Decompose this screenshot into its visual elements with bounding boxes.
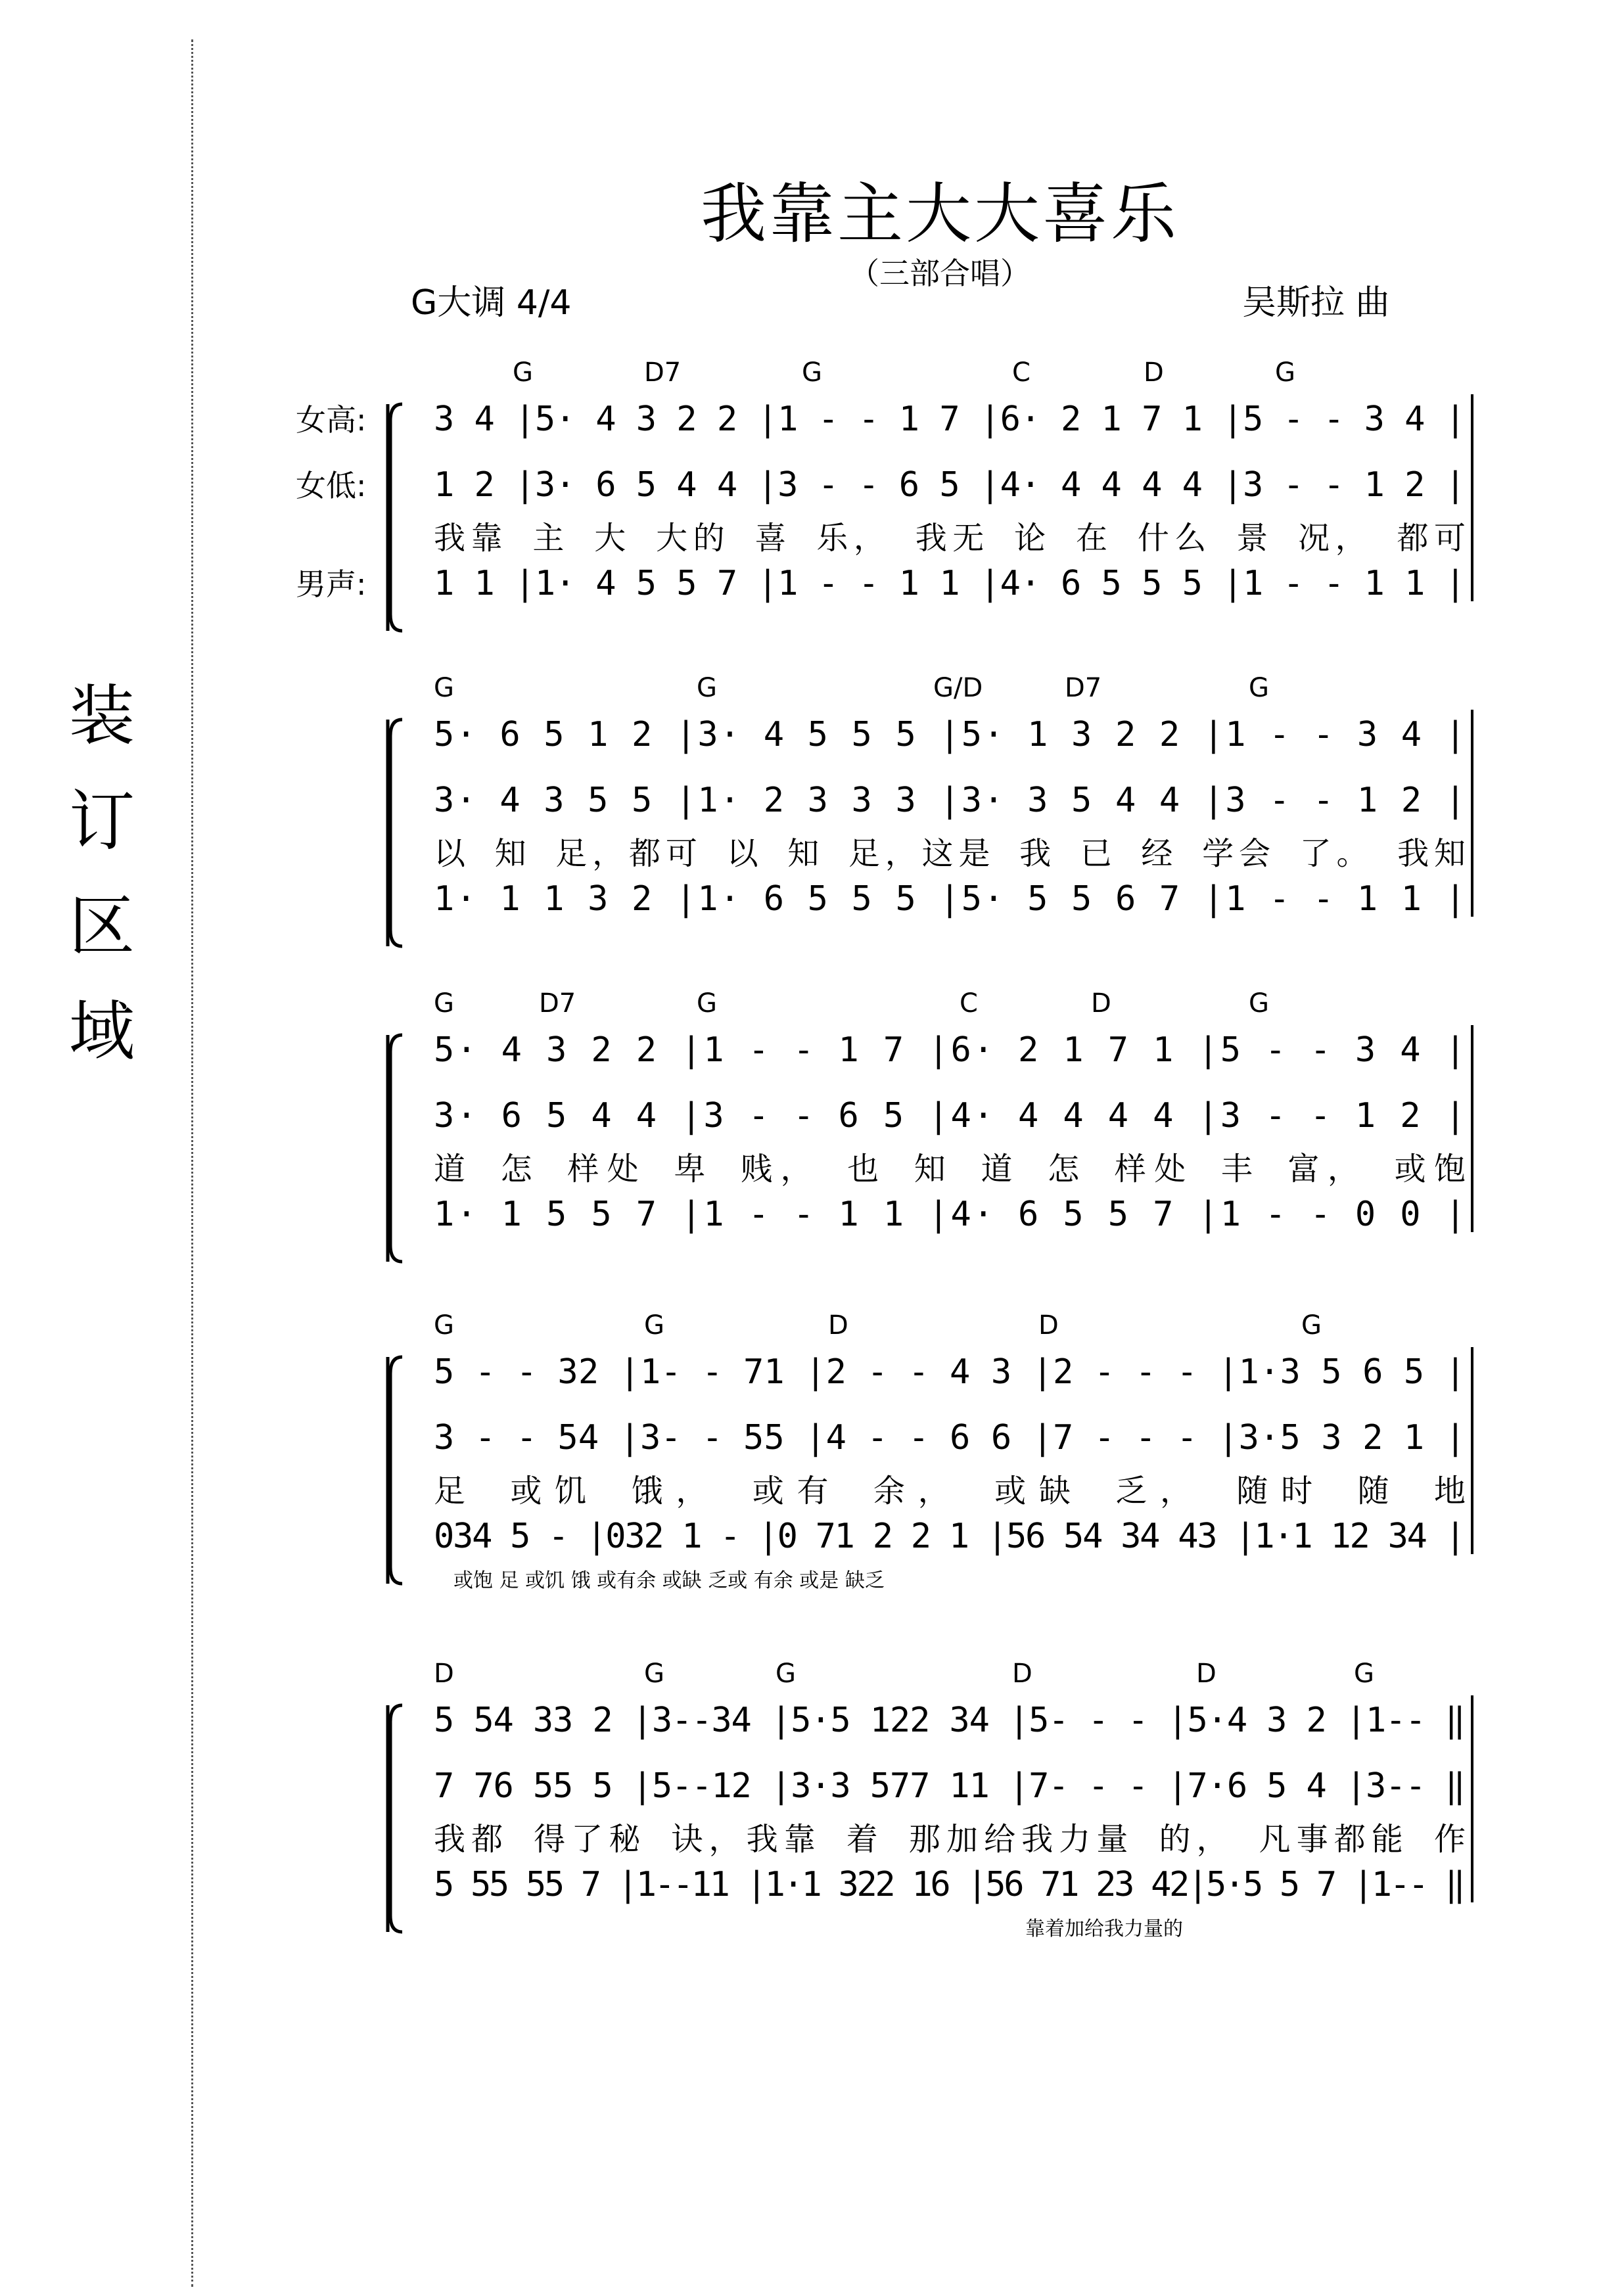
binding-char: 区: [69, 888, 135, 965]
lyrics-line: 道 怎 样处 卑 贱， 也 知 道 怎 样处 丰 富， 或饱: [434, 1151, 1466, 1187]
alto-notation: 1 2 |3· 6 5 4 4 |3 - - 6 5 |4· 4 4 4 4 |3 - - 1 2 |: [434, 465, 1466, 505]
alto-notation: 3· 4 3 5 5 |1· 2 3 3 3 |3· 3 5 4 4 |3 - - 1 2 |: [434, 781, 1466, 820]
chord-symbol: G: [644, 1659, 664, 1689]
chord-symbol: D: [1196, 1659, 1216, 1689]
male-notation: 5 55 55 7 |1--11 |1·1 322 16 |56 71 23 42|5·5 5 7 |1-- ‖: [434, 1865, 1466, 1904]
lyrics-line: 我靠 主 大 大的 喜 乐， 我无 论 在 什么 景 况， 都可: [434, 520, 1466, 557]
voice-label: 男声:: [296, 566, 367, 602]
chord-symbol: D: [1144, 357, 1164, 388]
system-brace: [388, 720, 402, 946]
chord-symbol: C: [960, 988, 978, 1019]
chord-symbol: G: [434, 988, 454, 1019]
soprano-notation: 5 - - 32 |1- - 71 |2 - - 4 3 |2 - - - |1·3 5 6 5 |: [434, 1352, 1466, 1392]
alto-notation: 3· 6 5 4 4 |3 - - 6 5 |4· 4 4 4 4 |3 - - 1 2 |: [434, 1096, 1466, 1136]
soprano-notation: 5· 4 3 2 2 |1 - - 1 7 |6· 2 1 7 1 |5 - - 3 4 |: [434, 1030, 1466, 1070]
song-subtitle: （三部合唱）: [849, 256, 1031, 291]
key-and-meter: G大调 4/4: [411, 283, 572, 323]
binding-char: 订: [69, 783, 135, 860]
voice-label: 女高:: [296, 402, 367, 438]
chord-symbol: G: [1354, 1659, 1374, 1689]
system-brace: [388, 1035, 402, 1262]
chord-symbol: G: [1249, 988, 1269, 1019]
male-notation: 1· 1 1 3 2 |1· 6 5 5 5 |5· 5 5 6 7 |1 - - 1 1 |: [434, 879, 1466, 919]
male-notation: 1 1 |1· 4 5 5 7 |1 - - 1 1 |4· 6 5 5 5 |1 - - 1 1 |: [434, 564, 1466, 603]
soprano-notation: 3 4 |5· 4 3 2 2 |1 - - 1 7 |6· 2 1 7 1 |5 - - 3 4 |: [434, 400, 1466, 439]
chord-symbol: G: [697, 988, 717, 1019]
chord-symbol: G: [776, 1659, 796, 1689]
male-lyrics-line: 或饱 足 或饥 饿 或有余 或缺 乏或 有余 或是 缺乏: [453, 1569, 885, 1592]
chord-symbol: G: [513, 357, 533, 388]
system-brace: [388, 404, 402, 631]
soprano-notation: 5 54 33 2 |3--34 |5·5 122 34 |5- - - |5·4 3 2 |1-- ‖: [434, 1701, 1466, 1740]
chord-symbol: D: [1012, 1659, 1032, 1689]
chord-symbol: C: [1012, 357, 1031, 388]
chord-symbol: G: [802, 357, 822, 388]
soprano-notation: 5· 6 5 1 2 |3· 4 5 5 5 |5· 1 3 2 2 |1 - - 3 4 |: [434, 715, 1466, 754]
chord-symbol: G: [697, 673, 717, 703]
chord-symbol: G: [1249, 673, 1269, 703]
system-brace: [388, 1705, 402, 1932]
chord-symbol: D7: [644, 357, 682, 388]
chord-symbol: G: [1275, 357, 1295, 388]
chord-symbol: G: [1301, 1310, 1322, 1341]
chord-symbol: D: [1038, 1310, 1059, 1341]
lyrics-line: 以 知 足，都可 以 知 足，这是 我 已 经 学会 了。 我知: [434, 835, 1466, 872]
alto-notation: 7 76 55 5 |5--12 |3·3 577 11 |7- - - |7·6 5 4 |3-- ‖: [434, 1766, 1466, 1806]
chord-symbol: G: [434, 673, 454, 703]
lyrics-line: 足 或饥 饿， 或有 余， 或缺 乏， 随时 随 地: [434, 1473, 1466, 1509]
chord-symbol: G: [434, 1310, 454, 1341]
chord-symbol: D7: [1065, 673, 1102, 703]
chord-symbol: D: [434, 1659, 454, 1689]
chord-symbol: D: [1091, 988, 1111, 1019]
composer-credit: 吴斯拉 曲: [1242, 283, 1390, 323]
binding-char: 装: [69, 677, 135, 754]
chord-symbol: G/D: [933, 673, 983, 703]
binding-char: 域: [69, 993, 135, 1070]
male-notation: 1· 1 5 5 7 |1 - - 1 1 |4· 6 5 5 7 |1 - - 0 0 |: [434, 1195, 1466, 1234]
chord-symbol: G: [644, 1310, 664, 1341]
system-brace: [388, 1357, 402, 1584]
song-title: 我靠主大大喜乐: [701, 175, 1179, 252]
chord-symbol: D: [828, 1310, 848, 1341]
lyrics-line: 我都 得了秘 诀，我靠 着 那加给我力量 的， 凡事都能 作: [434, 1821, 1466, 1858]
chord-symbol: D7: [539, 988, 576, 1019]
male-lyrics-line: 靠着加给我力量的: [1025, 1917, 1183, 1940]
voice-label: 女低:: [296, 468, 367, 503]
alto-notation: 3 - - 54 |3- - 55 |4 - - 6 6 |7 - - - |3·5 3 2 1 |: [434, 1418, 1466, 1458]
male-notation: 034 5 - |032 1 - |0 71 2 2 1 |56 54 34 43 |1·1 12 34 |: [434, 1517, 1466, 1556]
